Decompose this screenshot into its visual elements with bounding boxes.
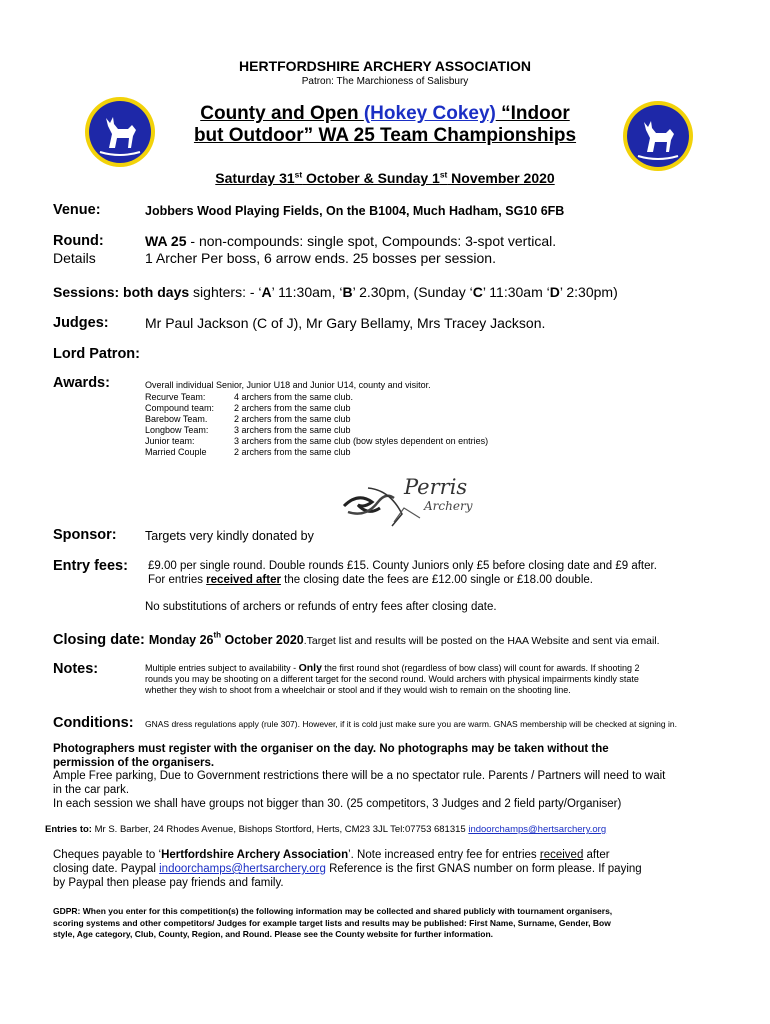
info-line: Ample Free parking, Due to Government restrictions there will be a no spectator rule. Parents / Partners will need to wait bbox=[53, 770, 666, 782]
title-line2: but Outdoor” WA 25 Team Championships bbox=[193, 125, 577, 146]
notes-label: Notes: bbox=[53, 661, 99, 677]
cheques-text: closing date. Paypal bbox=[53, 863, 160, 875]
cheques-text: after bbox=[583, 849, 610, 861]
sponsor-logo-word2: Archery bbox=[424, 499, 473, 513]
cheques-line: by Paypal then please pay friends and family. bbox=[53, 877, 284, 889]
award-desc: 2 archers from the same club bbox=[234, 403, 351, 413]
closing-date-line bbox=[53, 631, 660, 649]
round-line2: 1 Archer Per boss, 6 arrow ends. 25 bosses per session. bbox=[145, 250, 496, 266]
session-id: C bbox=[472, 284, 483, 300]
cheques-payee: Hertfordshire Archery Association bbox=[161, 849, 349, 861]
gdpr-line: style, Age category, Club, County, Region, and Round. Please see the County website for further information. bbox=[53, 929, 494, 939]
closing-date: October 2020 bbox=[221, 633, 304, 647]
sponsor-logo-word1: Perris bbox=[404, 475, 468, 499]
award-team: Married Couple bbox=[145, 447, 207, 457]
awards-table bbox=[145, 392, 488, 458]
cheques-line bbox=[53, 862, 642, 876]
award-desc: 3 archers from the same club (bow styles dependent on entries) bbox=[234, 436, 489, 446]
entries-address: Mr S. Barber, 24 Rhodes Avenue, Bishops Stortford, Herts, CM23 3JL Tel:07753 681315 bbox=[94, 824, 469, 835]
round-desc: - non-compounds: single spot, Compounds: 3-spot vertical. bbox=[186, 233, 557, 249]
notes-line: rounds you may be shooting on a different target for the second round. Would archers with physical impairments kindly state bbox=[145, 674, 639, 684]
fees-emphasis: received after bbox=[206, 574, 281, 586]
gdpr-line: scoring systems and other competitors/ Judges for example target lists and results may be published: First Name, Surname, Gender, Bow bbox=[53, 917, 611, 928]
notes-line: whether they wish to shoot from a wheelchair or stool and if they would wish to remain on the shooting line. bbox=[145, 685, 571, 695]
notes-text: Multiple entries subject to availability - bbox=[145, 663, 299, 673]
awards-row bbox=[145, 414, 488, 425]
entries-email-link[interactable]: indoorchamps@hertsarchery.org bbox=[468, 824, 607, 835]
session-id: A bbox=[261, 284, 272, 300]
fees-line1: £9.00 per single round. Double rounds £15. County Juniors only £5 before closing date and £9 after. bbox=[148, 560, 657, 572]
sessions-text: ’ 2:30pm) bbox=[559, 284, 618, 300]
title-highlight: (Hokey Cokey) bbox=[363, 103, 496, 124]
judges-value: Mr Paul Jackson (C of J), Mr Gary Bellamy, Mrs Tracey Jackson. bbox=[145, 315, 546, 331]
session-id: B bbox=[342, 284, 353, 300]
award-team: Longbow Team: bbox=[145, 425, 209, 435]
venue-value: Jobbers Wood Playing Fields, On the B1004, Much Hadham, SG10 6FB bbox=[145, 204, 565, 218]
cheques-text: Cheques payable to ‘ bbox=[53, 849, 162, 861]
closing-date: Monday 26 bbox=[148, 633, 214, 647]
conditions-label: Conditions: bbox=[53, 715, 134, 731]
paypal-email-link[interactable]: indoorchamps@hertsarchery.org bbox=[159, 863, 326, 875]
conditions-value: GNAS dress regulations apply (rule 307). However, if it is cold just make sure you are warm. GNAS membership will be checked at signing in. bbox=[145, 719, 677, 729]
date-sup: st bbox=[439, 169, 448, 180]
sessions-text: ’ 11:30am, ‘ bbox=[271, 284, 343, 300]
notes-body bbox=[145, 663, 735, 696]
sessions-text: ’ 2.30pm, (Sunday ‘ bbox=[352, 284, 473, 300]
round-name: WA 25 bbox=[145, 233, 187, 249]
fees-text: the closing date the fees are £12.00 single or £18.00 double. bbox=[280, 574, 593, 586]
entry-fees-label: Entry fees: bbox=[53, 558, 128, 574]
round-line1 bbox=[145, 233, 556, 249]
photographers-line: Photographers must register with the organiser on the day. No photographs may be taken without the bbox=[53, 743, 609, 755]
cheques-text: ’. Note increased entry fee for entries bbox=[348, 849, 540, 861]
gdpr-line: GDPR: When you enter for this competition(s) the following information may be collected and shared publicly with tournament organisers, bbox=[53, 906, 613, 916]
sessions-line bbox=[53, 284, 618, 300]
cheques-line bbox=[53, 848, 642, 862]
info-block bbox=[53, 769, 665, 811]
round-details-label: Details bbox=[53, 250, 96, 266]
awards-row bbox=[145, 392, 488, 403]
cheques-text: Reference is the first GNAS number on form please. If paying bbox=[325, 863, 642, 875]
awards-label: Awards: bbox=[53, 375, 110, 391]
award-desc: 2 archers from the same club bbox=[234, 414, 351, 424]
lord-patron-label: Lord Patron: bbox=[53, 346, 140, 362]
award-team: Junior team: bbox=[145, 436, 195, 446]
entries-label: Entries to: bbox=[45, 824, 95, 835]
title-part1: County and Open bbox=[200, 103, 364, 124]
notes-line bbox=[145, 663, 735, 674]
date-part: Saturday 31 bbox=[215, 170, 295, 186]
judges-label: Judges: bbox=[53, 315, 109, 331]
fees-line3: No substitutions of archers or refunds of entry fees after closing date. bbox=[145, 601, 497, 613]
award-team: Recurve Team: bbox=[145, 392, 206, 402]
award-desc: 2 archers from the same club bbox=[234, 447, 351, 457]
info-line: In each session we shall have groups not bigger than 30. (25 competitors, 3 Judges and 2 field party/Organiser) bbox=[53, 798, 622, 810]
event-title bbox=[0, 103, 770, 147]
closing-date-sup: th bbox=[213, 630, 222, 640]
awards-row bbox=[145, 425, 488, 436]
cheques-block bbox=[53, 848, 642, 890]
entries-line bbox=[45, 824, 606, 835]
photographers-notice bbox=[53, 742, 609, 770]
date-part: November 2020 bbox=[447, 170, 555, 186]
notes-text: the first round shot (regardless of bow class) will count for awards. If shooting 2 bbox=[321, 663, 640, 673]
photographers-line: permission of the organisers. bbox=[53, 757, 215, 769]
title-part2: “Indoor bbox=[495, 103, 570, 124]
gdpr-notice bbox=[53, 906, 612, 941]
cheques-received: received bbox=[539, 849, 584, 861]
date-sup: st bbox=[294, 169, 303, 180]
session-id: D bbox=[549, 284, 560, 300]
notes-only: Only bbox=[298, 662, 322, 674]
event-date bbox=[0, 170, 770, 186]
sponsor-value: Targets very kindly donated by bbox=[145, 529, 314, 543]
org-name: HERTFORDSHIRE ARCHERY ASSOCIATION bbox=[239, 58, 531, 74]
round-label: Round: bbox=[53, 233, 104, 249]
sessions-text: sighters: - ‘ bbox=[189, 284, 262, 300]
awards-row bbox=[145, 447, 488, 458]
awards-intro: Overall individual Senior, Junior U18 and Junior U14, county and visitor. bbox=[145, 380, 431, 390]
sessions-label: Sessions: both days bbox=[53, 284, 190, 300]
patron-line: Patron: The Marchioness of Salisbury bbox=[301, 76, 469, 87]
awards-row bbox=[145, 403, 488, 414]
fees-text: For entries bbox=[148, 574, 207, 586]
award-desc: 3 archers from the same club bbox=[234, 425, 351, 435]
closing-rest: .Target list and results will be posted on the HAA Website and sent via email. bbox=[303, 635, 660, 647]
sessions-text: ’ 11:30am ‘ bbox=[482, 284, 550, 300]
date-part: October & Sunday 1 bbox=[302, 170, 440, 186]
info-line: in the car park. bbox=[53, 784, 130, 796]
awards-row bbox=[145, 436, 488, 447]
sponsor-logo bbox=[338, 468, 488, 532]
venue-label: Venue: bbox=[53, 202, 101, 218]
fees-line2 bbox=[148, 574, 593, 586]
award-team: Barebow Team. bbox=[145, 414, 208, 424]
award-team: Compound team: bbox=[145, 403, 215, 413]
award-desc: 4 archers from the same club. bbox=[234, 392, 354, 402]
sponsor-label: Sponsor: bbox=[53, 527, 117, 543]
closing-label: Closing date: bbox=[53, 632, 149, 648]
